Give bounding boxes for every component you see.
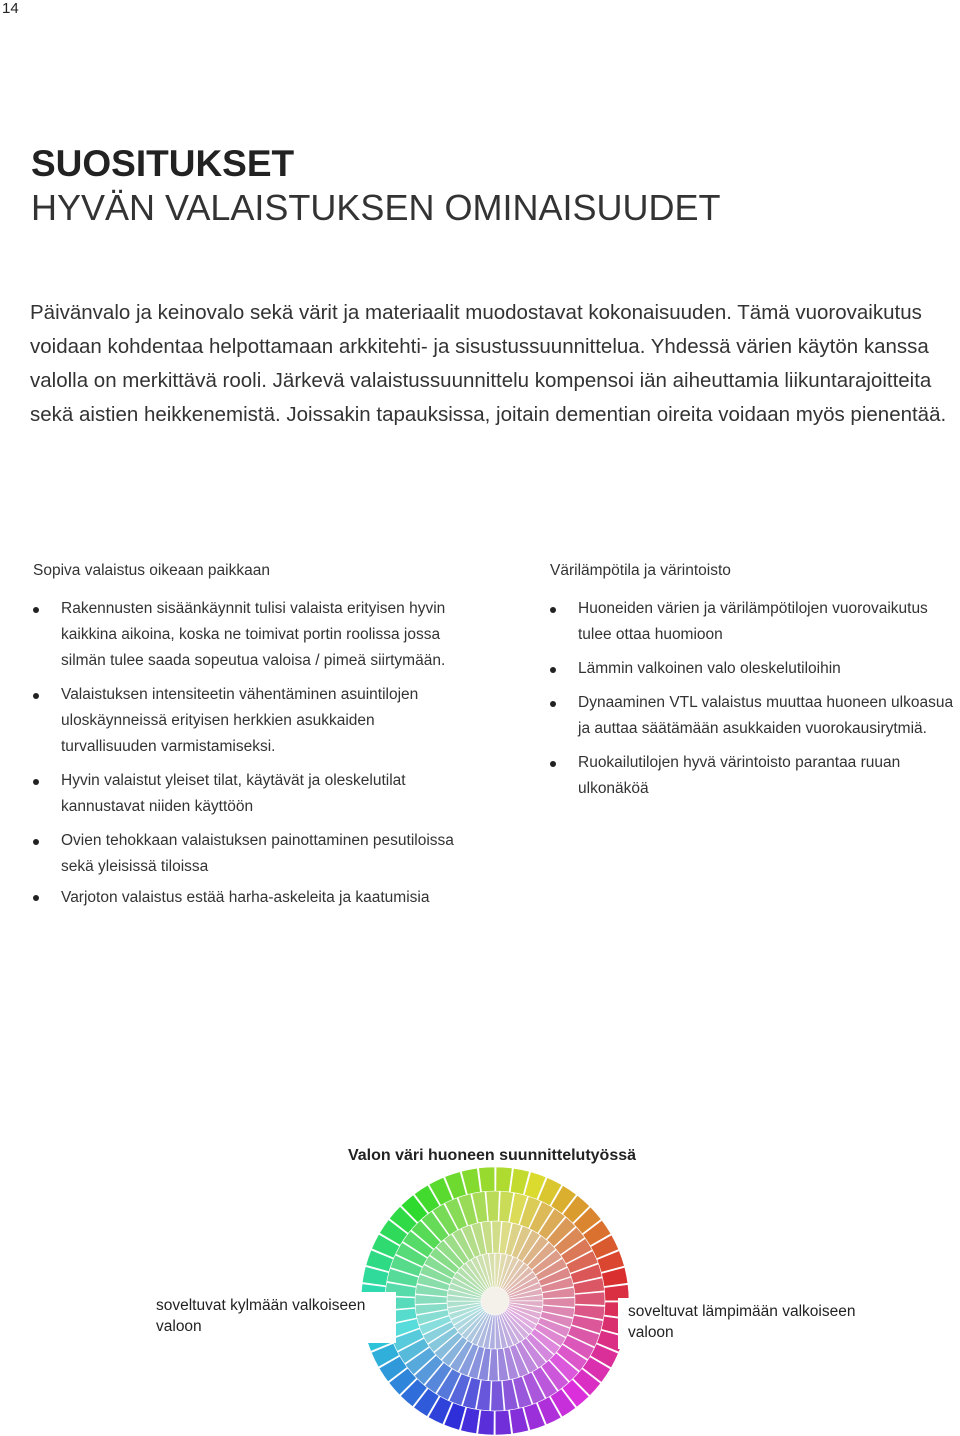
heading-title: SUOSITUKSET <box>31 143 295 184</box>
list-item-text: Valaistuksen intensiteetin vähentäminen asuintilojen uloskäynneissä erityisen herkkien asukkaiden turvallisuuden varmistamiseksi. <box>61 686 419 755</box>
list-item <box>33 828 473 880</box>
list-item <box>33 596 473 674</box>
swatch-segment <box>495 1410 511 1435</box>
list-item <box>33 682 473 760</box>
list-item <box>33 768 473 820</box>
left-bullet-list <box>33 596 473 907</box>
bullet-icon <box>33 895 39 901</box>
list-item-text: Rakennusten sisäänkäynnit tulisi valaista erityisen hyvin kaikkina aikoina, koska ne toimivat portin roolissa jossa silmän tulee saada sopeutua valoisa / pimeä siirtymään. <box>61 600 446 669</box>
left-column <box>33 558 473 915</box>
list-item-text: Dynaaminen VTL valaistus muuttaa huoneen ulkoasua ja auttaa säätämään asukkaiden vuorokausirytmiä. <box>578 694 954 737</box>
figure-title: Valon väri huoneen suunnittelutyössä <box>347 1147 637 1164</box>
list-item <box>550 596 960 648</box>
color-swatch-fan-icon <box>360 1166 630 1436</box>
label-cold-white: soveltuvat kylmään valkoiseen valoon <box>146 1292 396 1343</box>
list-item-text: Varjoton valaistus estää harha-askeleita ja kaatumisia <box>61 889 430 906</box>
heading-subtitle: HYVÄN VALAISTUKSEN OMINAISUUDET <box>31 187 721 228</box>
swatch-hub <box>481 1287 509 1315</box>
bullet-icon <box>33 779 39 785</box>
bullet-icon <box>550 761 556 767</box>
bullet-icon <box>33 607 39 613</box>
list-item <box>550 750 960 802</box>
list-item-text: Huoneiden värien ja värilämpötilojen vuorovaikutus tulee ottaa huomioon <box>578 600 928 643</box>
list-item-text: Ruokailutilojen hyvä värintoisto parantaa ruuan ulkonäköä <box>578 754 901 797</box>
list-item-text: Lämmin valkoinen valo oleskelutiloihin <box>578 660 841 677</box>
swatch-segment <box>575 1292 605 1305</box>
swatch-segment <box>496 1167 512 1192</box>
swatch-segment <box>479 1167 495 1192</box>
right-column <box>550 558 960 810</box>
list-item-text: Ovien tehokkaan valaistuksen painottaminen pesutiloissa sekä yleisissä tiloissa <box>61 832 454 875</box>
bullet-icon <box>33 839 39 845</box>
right-bullet-list <box>550 596 960 802</box>
list-item-text: Hyvin valaistut yleiset tilat, käytävät ja oleskelutilat kannustavat niiden käyttöön <box>61 772 406 815</box>
bullet-icon <box>550 667 556 673</box>
swatch-segment <box>478 1410 494 1435</box>
bullet-icon <box>33 693 39 699</box>
list-item <box>33 888 473 907</box>
list-item <box>550 656 960 682</box>
swatch-segment <box>486 1191 499 1221</box>
list-item <box>550 690 960 742</box>
bullet-icon <box>550 607 556 613</box>
right-column-title: Värilämpötila ja värintoisto <box>550 562 731 579</box>
left-column-title: Sopiva valaistus oikeaan paikkaan <box>33 562 270 579</box>
bullet-icon <box>550 701 556 707</box>
label-warm-white: soveltuvat lämpimään valkoiseen valoon <box>618 1298 898 1349</box>
page-number: 14 <box>2 0 19 17</box>
swatch-segment <box>491 1381 504 1411</box>
page-heading <box>31 142 931 230</box>
intro-paragraph: Päivänvalo ja keinovalo sekä värit ja materiaalit muodostavat kokonaisuuden. Tämä vuorovaikutus voidaan kohdentaa helpottamaan arkkitehti- ja sisustussuunnittelua. Yhdessä värien käytön kanssa valolla on merkittävä rooli. Järkevä valaistussuunnittelu kompensoi iän aiheuttamia liikuntarajoitteita sekä aistien heikkenemistä. Joissakin tapauksissa, joitain dementian oireita voidaan myös pienentää. <box>30 301 947 426</box>
